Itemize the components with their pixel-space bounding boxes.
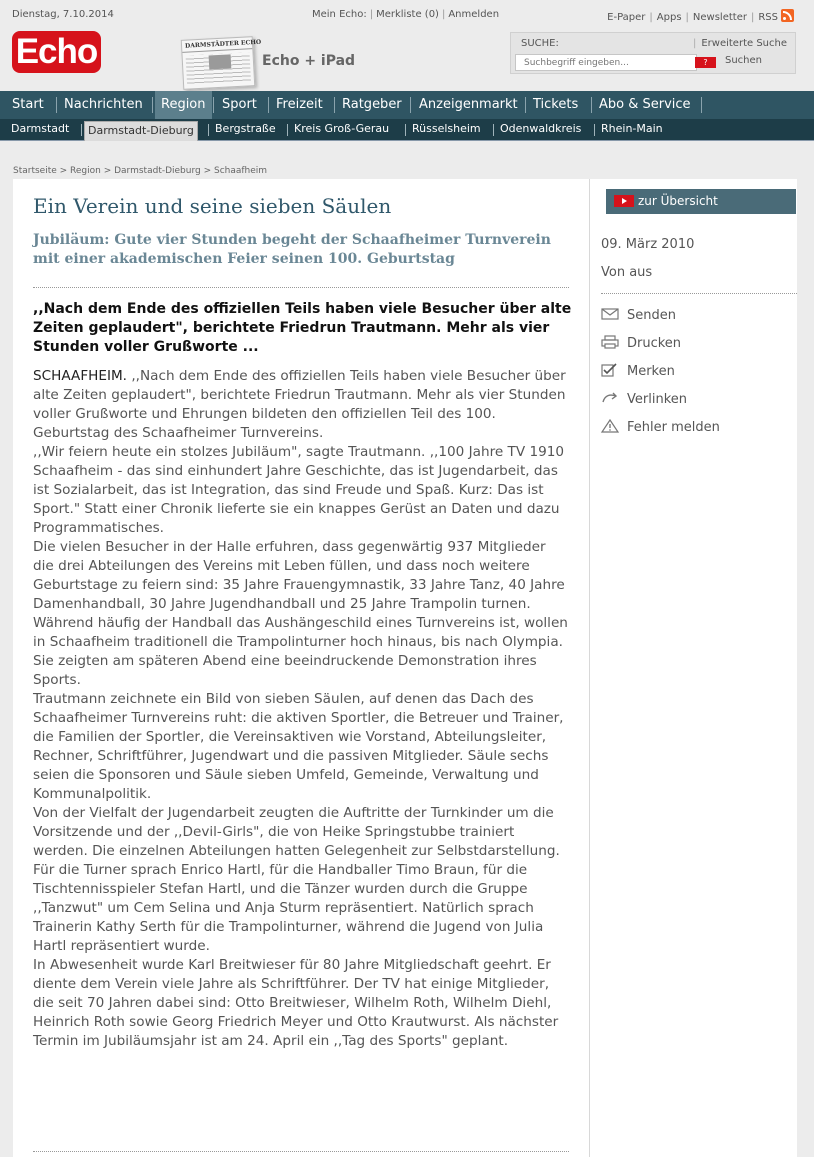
article-title: Ein Verein und seine sieben Säulen [33, 194, 392, 218]
search-help-icon[interactable]: ? [695, 57, 716, 68]
article-author: Von aus [601, 265, 653, 280]
article-body [33, 367, 569, 1051]
main-navigation [0, 91, 814, 119]
overview-button[interactable]: zur Übersicht [606, 189, 796, 214]
subnav-bergstrasse[interactable]: Bergstraße [215, 122, 276, 135]
search-label: SUCHE: [521, 38, 559, 49]
report-error-action[interactable]: Fehler melden [601, 419, 720, 439]
arrow-right-icon [614, 195, 634, 207]
login-link[interactable]: Anmelden [448, 9, 500, 20]
current-date: Dienstag, 7.10.2014 [12, 9, 114, 20]
nav-sport[interactable]: Sport [222, 97, 257, 112]
service-links: E-Paper | Apps | Newsletter | RSS [607, 9, 794, 23]
echo-logo[interactable]: Echo [12, 31, 101, 73]
article-lead: ,,Nach dem Ende des offiziellen Teils haben viele Besucher über alte Zeiten geplaudert", berichtete Friedrun Trautmann. Mehr als vier Stunden voller Grußworte ... [33, 301, 572, 355]
breadcrumb[interactable]: Startseite > Region > Darmstadt-Dieburg > Schaafheim [13, 166, 268, 176]
article-paragraph: Die vielen Besucher in der Halle erfuhren, dass gegenwärtig 937 Mitglieder die drei Abteilungen des Vereins mit Leben füllen, und dass noch weitere Geburtstage zu feiern sind: 35 Jahre Frauengymnastik, 33 Jahre Tanz, 40 Jahre Damenhandball, 30 Jahre Jugendhandball und 25 Jahre Trampolin turnen. [33, 539, 565, 612]
nav-freizeit[interactable]: Freizeit [276, 97, 323, 112]
nav-ratgeber[interactable]: Ratgeber [342, 97, 402, 112]
nav-anzeigenmarkt[interactable]: Anzeigenmarkt [419, 97, 518, 112]
mail-icon [601, 307, 619, 321]
my-echo-link[interactable]: Mein Echo: [312, 9, 367, 20]
article-dateline: SCHAAFHEIM. [33, 368, 128, 384]
subnav-odenwaldkreis[interactable]: Odenwaldkreis [500, 122, 582, 135]
article-paragraph: Trautmann zeichnete ein Bild von sieben Säulen, auf denen das Dach des Schaafheimer Turnvereins ruht: die aktiven Sportler, die Betreuer und Trainer, die Familien der Sportler, die Vereinsaktiven wie Vorstand, Abteilungsleiter, Rechner, Schriftführer, Jugendwart und die passiven Mitglieder. Säule sechs seien die Sponsoren und Säule sieben Umfeld, Gemeinde, Verwaltung und Kommunalpolitik. [33, 691, 564, 802]
nav-nachrichten[interactable]: Nachrichten [64, 97, 143, 112]
print-icon [601, 335, 619, 349]
article [13, 179, 590, 1157]
nav-region[interactable]: Region [155, 91, 212, 119]
subnav-darmstadt-dieburg[interactable]: Darmstadt-Dieburg [84, 121, 198, 141]
divider [33, 287, 569, 288]
search-box [510, 32, 796, 74]
newspaper-masthead: DARMSTÄDTER ECHO [182, 37, 253, 53]
bookmark-action[interactable]: Merken [601, 363, 675, 383]
rss-link[interactable]: RSS [758, 12, 778, 23]
article-paragraph: ,,Wir feiern heute ein stolzes Jubiläum", sagte Trautmann. ,,100 Jahre TV 1910 Schaafheim - das sind einhundert Jahre Geschichte, das ist Jugendarbeit, das ist Sozialarbeit, das ist Integration, das sind Freude und Spaß. Kurz: Das ist Sport." Statt einer Chronik lieferte sie ein knappes Gerüst an Daten und dazu Programmatisches. [33, 444, 565, 536]
utility-bar [0, 0, 814, 28]
subnav-gross-gerau[interactable]: Kreis Groß-Gerau [294, 122, 390, 135]
article-paragraph: Während häufig der Handball das Aushängeschild eines Turnvereins ist, wollen in Schaafheim traditionell die Trampolinturner hoch hinaus, bis nach Olympia. Sie zeigten am späteren Abend eine beeindruckende Demonstration ihres Sports. [33, 615, 568, 688]
article-paragraph: In Abwesenheit wurde Karl Breitwieser für 80 Jahre Mitgliedschaft geehrt. Er diente dem Verein viele Jahre als Schriftführer. Der TV hat einige Mitglieder, die seit 70 Jahren dabei sind: Otto Breitwieser, Wilhelm Roth, Wilhelm Diehl, Heinrich Roth sowie Georg Friedrich Meyer und Otto Krautwurst. Als nächster Termin im Jubiläumsjahr ist am 24. April ein ,,Tag des Sports" geplant. [33, 957, 559, 1049]
nav-abo-service[interactable]: Abo & Service [599, 97, 691, 112]
content-area [13, 179, 797, 1157]
nav-tickets[interactable]: Tickets [533, 97, 579, 112]
search-button[interactable]: Suchen [725, 55, 763, 66]
subnav-rhein-main[interactable]: Rhein-Main [601, 122, 663, 135]
article-paragraph: SCHAAFHEIM. ,,Nach dem Ende des offiziellen Teils haben viele Besucher über alte Zeiten geplaudert", berichtete Friedrun Trautmann. Mehr als vier Stunden voller Grußworte und Ehrungen bildeten den offiziellen Teil des 100. Geburtstag des Schaafheimer Turnvereins. [33, 368, 566, 441]
divider [601, 293, 797, 294]
advanced-search-link[interactable]: | Erweiterte Suche [693, 38, 787, 49]
subnav-darmstadt[interactable]: Darmstadt [11, 122, 70, 135]
sub-navigation [0, 119, 814, 141]
article-sidebar [590, 179, 797, 1157]
send-action[interactable]: Senden [601, 307, 676, 327]
search-input[interactable] [515, 54, 697, 71]
newspaper-icon[interactable] [181, 36, 262, 90]
apps-link[interactable]: Apps [656, 12, 682, 23]
rss-icon[interactable] [781, 9, 794, 22]
link-action[interactable]: Verlinken [601, 391, 687, 411]
epaper-link[interactable]: E-Paper [607, 12, 646, 23]
warning-icon [601, 419, 619, 433]
bookmark-check-icon [601, 363, 619, 377]
echo-ipad-promo[interactable]: Echo + iPad [262, 53, 356, 69]
subnav-ruesselsheim[interactable]: Rüsselsheim [412, 122, 481, 135]
user-links: Mein Echo: | Merkliste (0) | Anmelden [312, 9, 500, 20]
link-icon [601, 391, 619, 405]
article-subtitle: Jubiläum: Gute vier Stunden begeht der Schaafheimer Turnverein mit einer akademischen Feier seinen 100. Geburtstag [33, 232, 551, 267]
print-action[interactable]: Drucken [601, 335, 681, 355]
nav-start[interactable]: Start [12, 97, 44, 112]
divider [33, 1151, 569, 1152]
article-paragraph: Von der Vielfalt der Jugendarbeit zeugten die Auftritte der Turnkinder um die Vorsitzende und der ,,Devil-Girls", die von Heike Springstubbe trainiert werden. Die einzelnen Abteilungen hatten Gelegenheit zur Selbstdarstellung. Für die Turner sprach Enrico Hartl, für die Handballer Timo Braun, für die Tischtennisspieler Stefan Hartl, und die Tänzer wurden durch die Gruppe ,,Tanzwut" um Cem Selina und Anja Sturm repräsentiert. Natürlich sprach Trainerin Kathy Serth für die Trampolinturner, während die Jugend von Julia Hartl repräsentiert wurde. [33, 805, 560, 954]
newsletter-link[interactable]: Newsletter [692, 12, 747, 23]
merkliste-link[interactable]: Merkliste (0) [376, 9, 439, 20]
article-date: 09. März 2010 [601, 237, 695, 252]
